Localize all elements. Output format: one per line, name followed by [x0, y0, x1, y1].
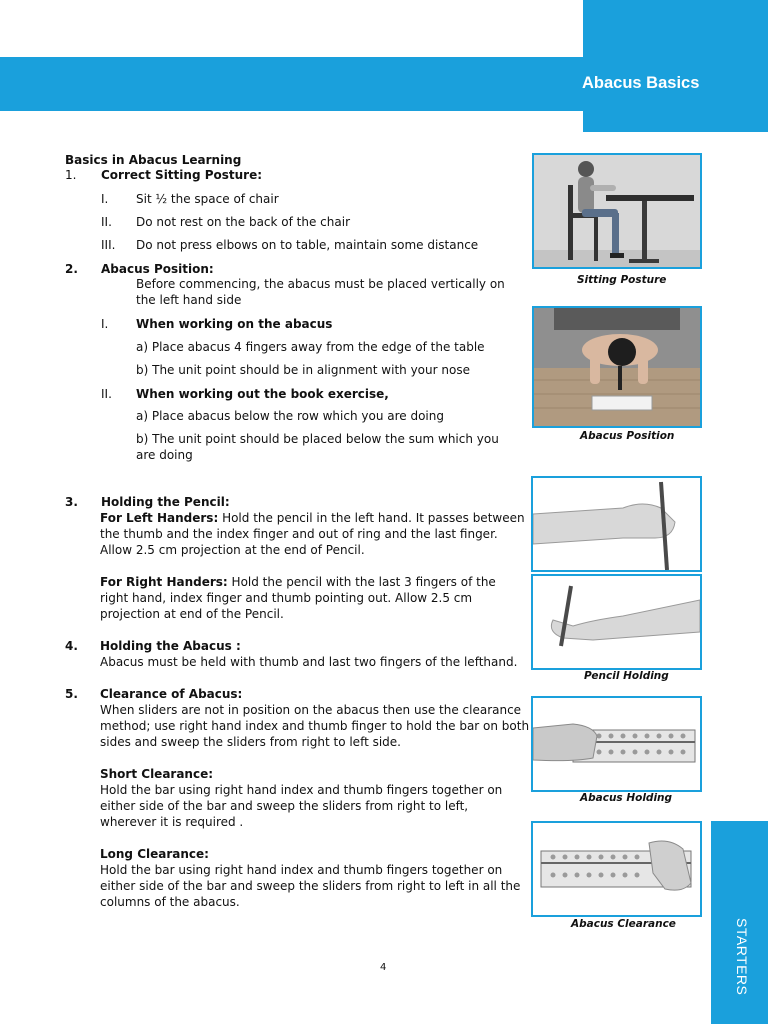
caption-pencil-holding: Pencil Holding — [584, 670, 669, 682]
s4-number: 4. — [65, 639, 78, 653]
s2-sub1-num: I. — [101, 317, 109, 331]
s2-sub2-a: a) Place abacus below the row which you are doing — [136, 409, 444, 423]
s1-item3-text: Do not press elbows on to table, maintain some distance — [136, 238, 479, 252]
s2-sub2-num: II. — [101, 387, 112, 401]
abacus-position-image — [532, 306, 702, 428]
s2-sub1-a: a) Place abacus 4 fingers away from the edge of the table — [136, 340, 485, 354]
s4-text: Abacus must be held with thumb and last two fingers of the lefthand. — [100, 655, 518, 669]
caption-abacus-holding: Abacus Holding — [580, 792, 673, 804]
s5-long-title: Long Clearance: — [100, 847, 209, 861]
header-tab — [583, 0, 768, 132]
s3-number: 3. — [65, 495, 78, 509]
s1-item1-num: I. — [101, 192, 109, 206]
sitting-posture-image — [532, 153, 702, 269]
page-number: 4 — [380, 962, 387, 973]
s1-item1-text: Sit ½ the space of chair — [136, 192, 279, 206]
s3-title: Holding the Pencil: — [101, 495, 230, 509]
s5-title: Clearance of Abacus: — [100, 687, 243, 701]
s3-left-text: Hold the pencil in the left hand. It passes between the thumb and the index finger and out of ring and the last finger. Allow 2.5 cm projection at the end of Pencil. — [100, 511, 525, 557]
s2-title: Abacus Position: — [101, 262, 214, 276]
s2-sub1-b: b) The unit point should be in alignment with your nose — [136, 363, 470, 377]
s3-right-label: For Right Handers: — [100, 575, 228, 589]
caption-abacus-position: Abacus Position — [580, 430, 675, 442]
s1-item3-num: III. — [101, 238, 116, 252]
s5-short-text: Hold the bar using right hand index and thumb fingers together on either side of the bar and sweep the sliders from right to left, wherever it is required . — [100, 783, 503, 829]
s2-number: 2. — [65, 262, 78, 276]
section-heading: Basics in Abacus Learning — [65, 153, 242, 167]
s4-title: Holding the Abacus : — [100, 639, 241, 653]
s5-number: 5. — [65, 687, 78, 701]
s3-right-paragraph — [100, 574, 525, 622]
s2-intro: Before commencing, the abacus must be placed vertically on the left hand side — [136, 277, 505, 307]
s2-sub1-title: When working on the abacus — [136, 317, 333, 331]
s1-item2-num: II. — [101, 215, 112, 229]
caption-abacus-clearance: Abacus Clearance — [571, 918, 676, 930]
s2-sub2-title: When working out the book exercise, — [136, 387, 389, 401]
caption-sitting-posture: Sitting Posture — [577, 274, 667, 286]
side-tab-label: STARTERS — [734, 918, 750, 996]
abacus-clearance-image — [531, 821, 702, 917]
s3-left-paragraph — [100, 510, 525, 558]
s1-number: 1. — [65, 168, 77, 182]
left-hand-pencil-image — [531, 476, 702, 572]
s1-title: Correct Sitting Posture: — [101, 168, 263, 182]
s3-right-text: Hold the pencil with the last 3 fingers of the right hand, index finger and thumb pointing out. Allow 2.5 cm projection at end of the Pencil. — [100, 575, 496, 621]
s1-item2-text: Do not rest on the back of the chair — [136, 215, 351, 229]
abacus-holding-image — [531, 696, 702, 792]
s5-short-title: Short Clearance: — [100, 767, 214, 781]
s2-sub2-b: b) The unit point should be placed below the sum which you are doing — [136, 432, 499, 462]
s5-text: When sliders are not in position on the abacus then use the clearance method; use right hand index and thumb finger to hold the bar on both sides and sweep the sliders from right to left side. — [100, 703, 530, 749]
page-title: Abacus Basics — [582, 74, 700, 92]
s5-long-text: Hold the bar using right hand index and thumb fingers together on either side of the bar and sweep the sliders from right to left in all the columns of the abacus. — [100, 863, 521, 909]
s3-left-label: For Left Handers: — [100, 511, 219, 525]
right-hand-pencil-image — [531, 574, 702, 670]
